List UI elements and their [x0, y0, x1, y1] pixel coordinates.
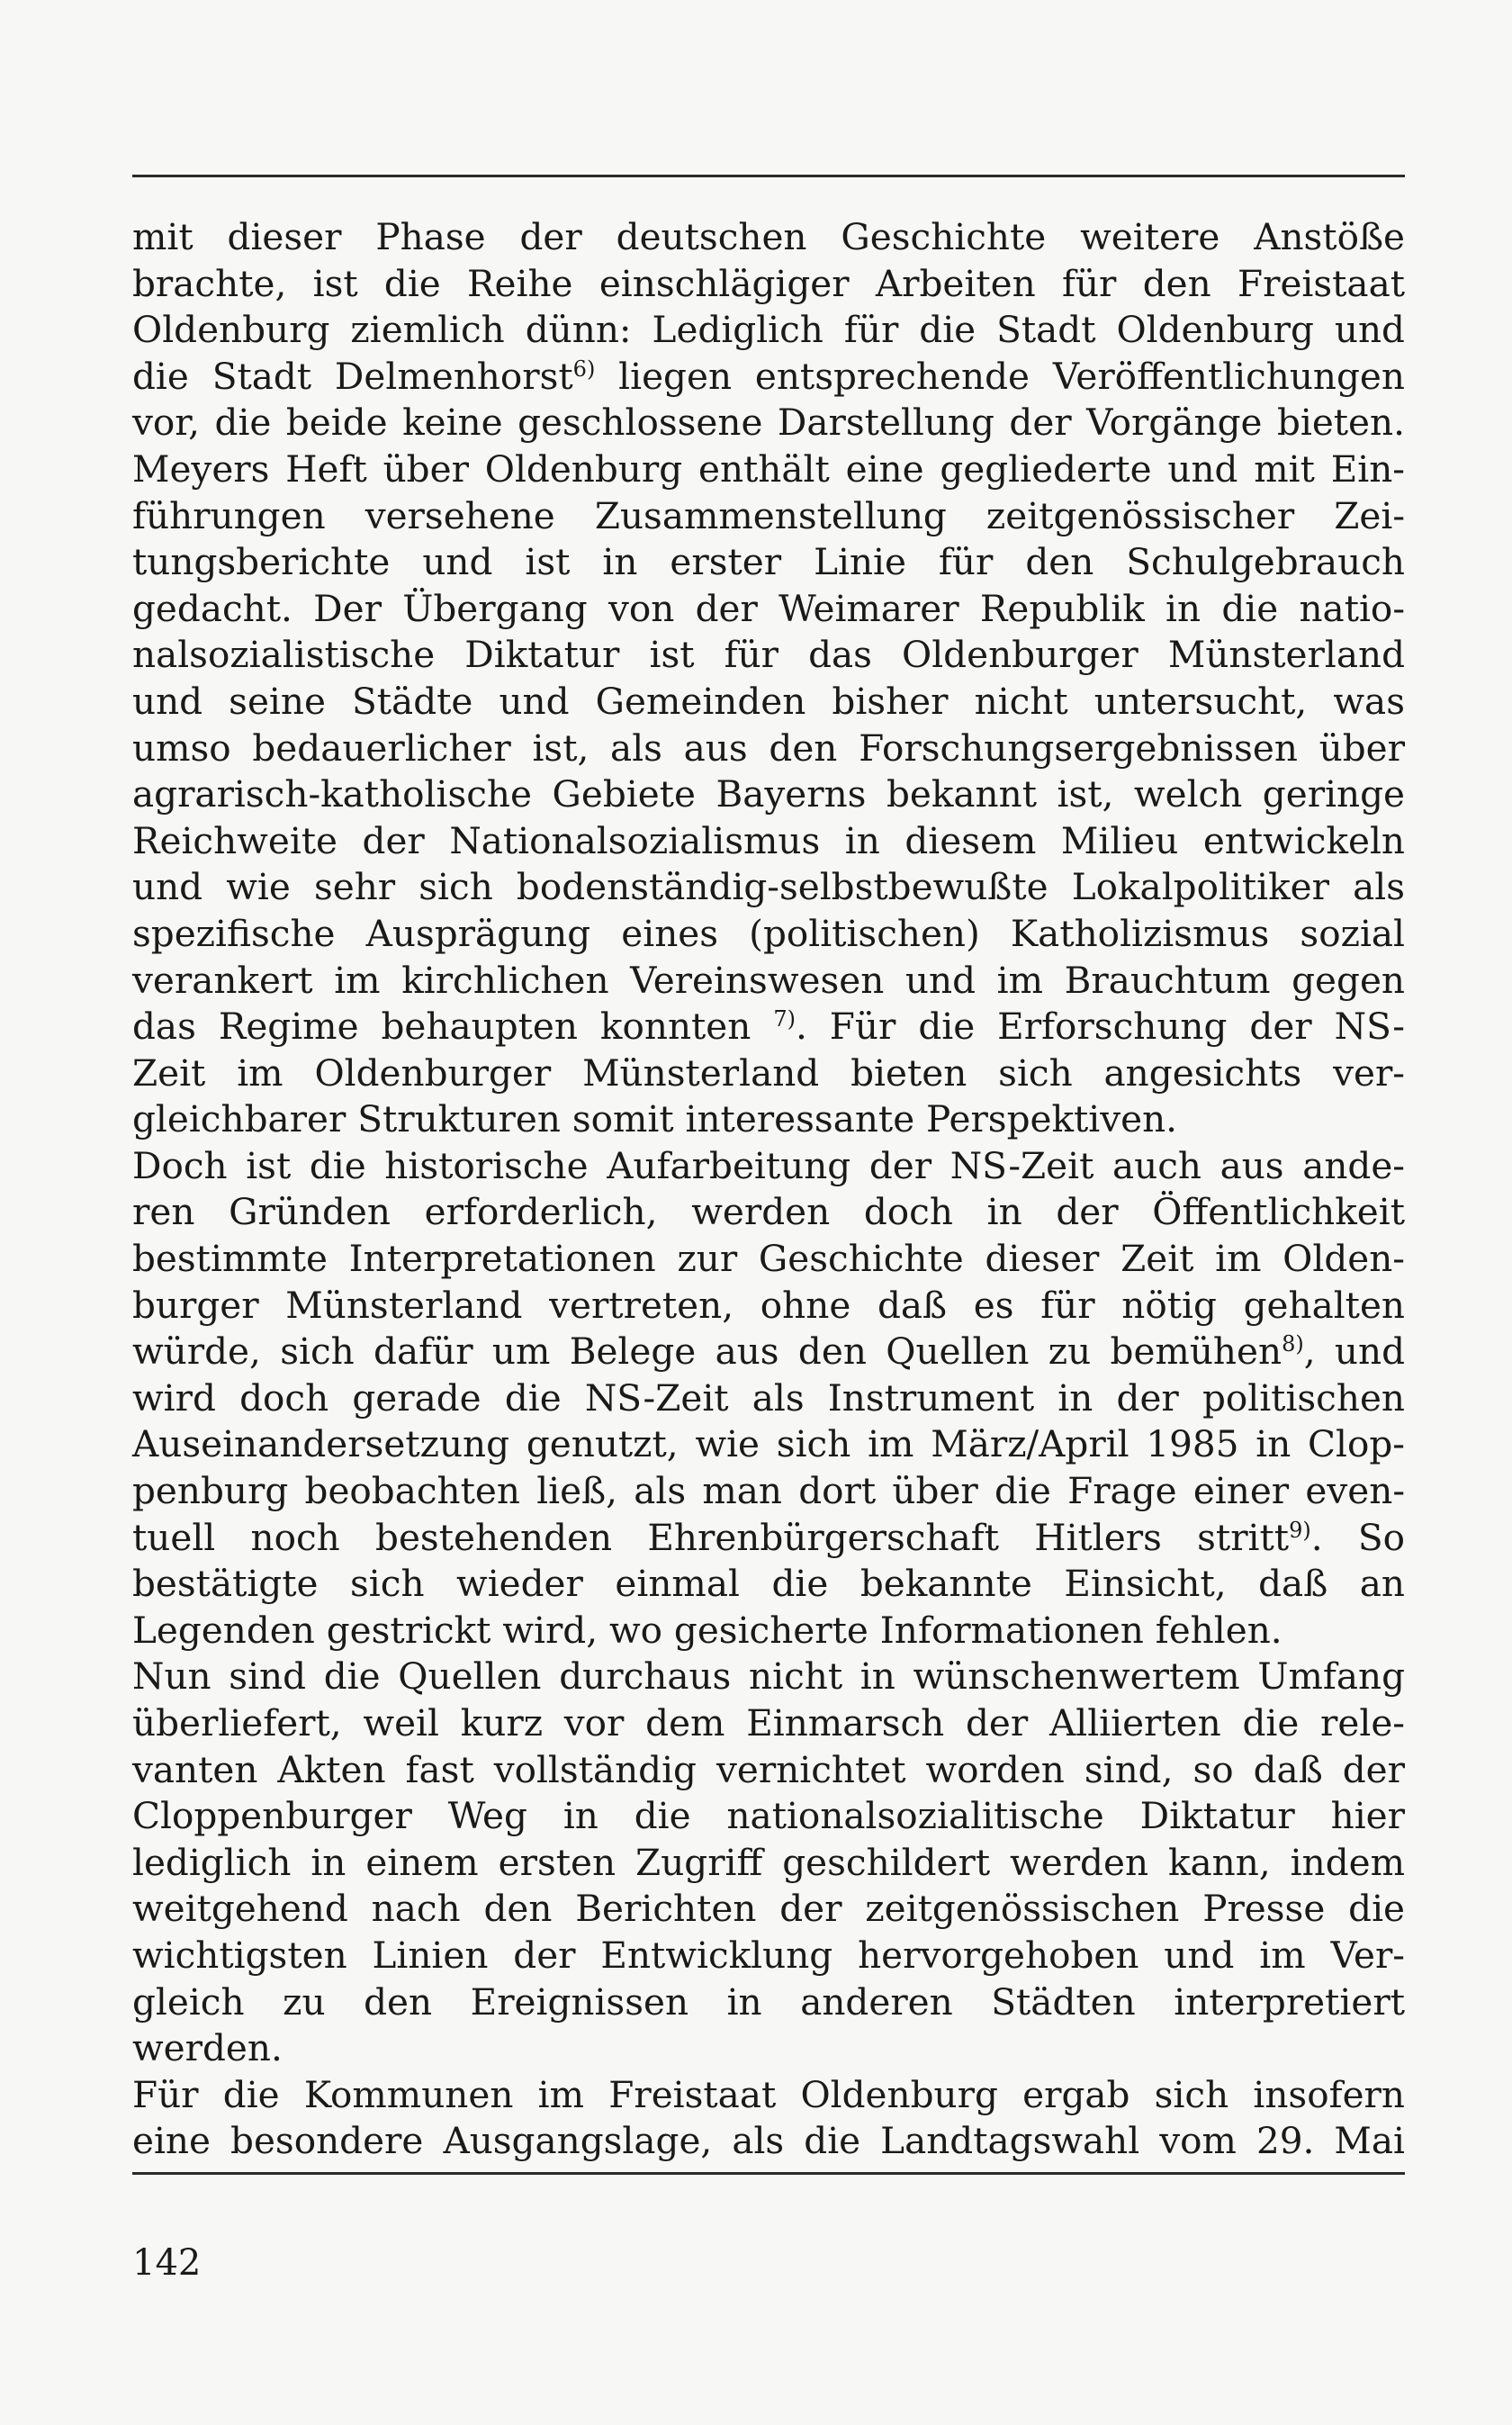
text-line-content: bestimmte Interpretationen zur Geschichte dieser Zeit im Olden- [132, 1237, 1405, 1281]
text-line [132, 493, 1405, 540]
text-line-content: die Stadt Delmenhorst [132, 354, 573, 398]
text-line [132, 1747, 1405, 1794]
text-line-content: umso bedauerlicher ist, als aus den Forschungsergebnissen über [132, 726, 1405, 770]
text-line-content: vor, die beide keine geschlossene Darstellung der Vorgänge bieten. [132, 401, 1405, 445]
text-line-content: bestätigte sich wieder einmal die bekannte Einsicht, daß an [132, 1562, 1405, 1606]
text-line-content: vanten Akten fast vollständig vernichtet worden sind, so daß der [132, 1747, 1405, 1791]
text-line-content: das Regime behaupten konnten [132, 1005, 774, 1049]
text-line-content: und seine Städte und Gemeinden bisher nicht untersucht, was [132, 679, 1405, 723]
text-line [132, 726, 1405, 772]
text-line [132, 2025, 1405, 2072]
page-number: 142 [132, 2242, 202, 2284]
text-line [132, 586, 1405, 633]
footnote-marker: 9) [1289, 1517, 1311, 1543]
text-line [132, 400, 1405, 446]
text-line-content: Reichweite der Nationalsozialismus in diesem Milieu entwickeln [132, 818, 1405, 862]
text-line-content: wichtigsten Linien der Entwicklung hervorgehoben und im Ver- [132, 1933, 1405, 1977]
text-line-content: tuell noch bestehenden Ehrenbürgerschaft Hitlers stritt [132, 1515, 1290, 1559]
text-line-content: Oldenburg ziemlich dünn: Lediglich für die Stadt Oldenburg und [132, 308, 1405, 352]
text-line-content: burger Münsterland vertreten, ohne daß es für nötig gehalten [132, 1283, 1405, 1327]
text-line-content: spezifische Ausprägung eines (politischen) Katholizismus sozial [132, 911, 1405, 955]
text-line-content: würde, sich dafür um Belege aus den Quellen zu bemühen [132, 1330, 1282, 1374]
text-line [132, 1608, 1405, 1654]
text-line [132, 1143, 1405, 1190]
text-line-content: wird doch gerade die NS-Zeit als Instrument in der politischen [132, 1375, 1405, 1420]
text-line-content: Cloppenburger Weg in die nationalsozialitische Diktatur hier [132, 1794, 1405, 1838]
text-line [132, 1329, 1405, 1375]
text-line [132, 307, 1405, 354]
text-line-content: ren Gründen erforderlich, werden doch in der Öffentlichkeit [132, 1190, 1405, 1234]
text-line-content: überliefert, weil kurz vor dem Einmarsch der Alliierten die rele- [132, 1701, 1405, 1744]
text-line-content: Doch ist die historische Aufarbeitung der NS-Zeit auch aus ande- [132, 1143, 1405, 1187]
text-line-content: tungsberichte und ist in erster Linie für den Schulgebrauch [132, 540, 1405, 584]
text-line [132, 1700, 1405, 1747]
text-line-content: agrarisch-katholische Gebiete Bayerns bekannt ist, welch geringe [132, 772, 1405, 816]
text-line-content: gleichbarer Strukturen somit interessante Perspektiven. [132, 1097, 1178, 1141]
text-line [132, 1421, 1405, 1468]
text-line [132, 1189, 1405, 1236]
text-line-content: und wie sehr sich bodenständig-selbstbewußte Lokalpolitiker als [132, 865, 1405, 909]
text-line-content: Zeit im Oldenburger Münsterland bieten sich angesichts ver- [132, 1050, 1405, 1095]
text-line-content: weitgehend nach den Berichten der zeitgenössischen Presse die [132, 1887, 1405, 1931]
text-line [132, 864, 1405, 911]
text-line [132, 1468, 1405, 1515]
text-line [132, 958, 1405, 1005]
text-line-content: nalsozialistische Diktatur ist für das Oldenburger Münsterland [132, 633, 1405, 677]
text-line [132, 679, 1405, 726]
text-line [132, 354, 1405, 401]
text-line [132, 1004, 1405, 1050]
text-line-content: Für die Kommunen im Freistaat Oldenburg ergab sich insofern [132, 2072, 1405, 2116]
text-line [132, 1096, 1405, 1143]
top-rule [132, 175, 1405, 177]
text-line-content: Meyers Heft über Oldenburg enthält eine gegliederte und mit Ein- [132, 446, 1405, 491]
text-line [132, 261, 1405, 308]
text-line [132, 2118, 1405, 2165]
text-line [132, 1979, 1405, 2026]
footnote-marker: 6) [572, 356, 596, 382]
text-line-content: penburg beobachten ließ, als man dort über die Frage einer even- [132, 1469, 1405, 1513]
text-line [132, 1886, 1405, 1933]
text-line-continuation: . Für die Erforschung der NS- [795, 1005, 1405, 1049]
text-line [132, 1283, 1405, 1330]
text-line [132, 539, 1405, 586]
text-line [132, 632, 1405, 679]
text-line-continuation: liegen entsprechende Veröffentlichungen [595, 354, 1405, 398]
text-line-content: brachte, ist die Reihe einschlägiger Arbeiten für den Freistaat [132, 261, 1405, 305]
text-line [132, 771, 1405, 818]
body-text [132, 214, 1405, 2165]
text-line [132, 1793, 1405, 1840]
footnote-marker: 7) [773, 1006, 796, 1032]
text-line-content: mit dieser Phase der deutschen Geschichte weitere Anstöße [132, 215, 1405, 258]
text-line [132, 1933, 1405, 1979]
text-line-content: eine besondere Ausgangslage, als die Landtagswahl vom 29. Mai [132, 2119, 1405, 2163]
text-line [132, 446, 1405, 493]
text-line-content: verankert im kirchlichen Vereinswesen und im Brauchtum gegen [132, 958, 1405, 1002]
text-line [132, 1050, 1405, 1097]
text-line-content: gleich zu den Ereignissen in anderen Städten interpretiert [132, 1979, 1405, 2024]
text-line [132, 1515, 1405, 1562]
text-line-content: gedacht. Der Übergang von der Weimarer Republik in die natio- [132, 586, 1405, 630]
text-line [132, 2072, 1405, 2119]
text-line-content: Nun sind die Quellen durchaus nicht in wünschenwertem Umfang [132, 1654, 1405, 1699]
text-line-content: Legenden gestrickt wird, wo gesicherte Informationen fehlen. [132, 1608, 1282, 1652]
text-line [132, 1840, 1405, 1887]
footnote-marker: 8) [1282, 1331, 1304, 1357]
text-line [132, 1236, 1405, 1283]
text-line-continuation: . So [1310, 1515, 1405, 1559]
text-line-content: Auseinandersetzung genutzt, wie sich im März/April 1985 in Clop- [132, 1422, 1405, 1466]
text-line-content: führungen versehene Zusammenstellung zeitgenössischer Zei- [132, 493, 1405, 537]
text-line-content: lediglich in einem ersten Zugriff geschildert werden kann, indem [132, 1840, 1405, 1884]
text-line [132, 214, 1405, 261]
text-line-continuation: , und [1303, 1330, 1406, 1374]
text-line [132, 911, 1405, 958]
text-line [132, 1375, 1405, 1422]
bottom-rule [132, 2172, 1405, 2175]
text-line-content: werden. [132, 2026, 283, 2070]
text-line [132, 1654, 1405, 1700]
text-line [132, 818, 1405, 865]
text-line [132, 1561, 1405, 1608]
